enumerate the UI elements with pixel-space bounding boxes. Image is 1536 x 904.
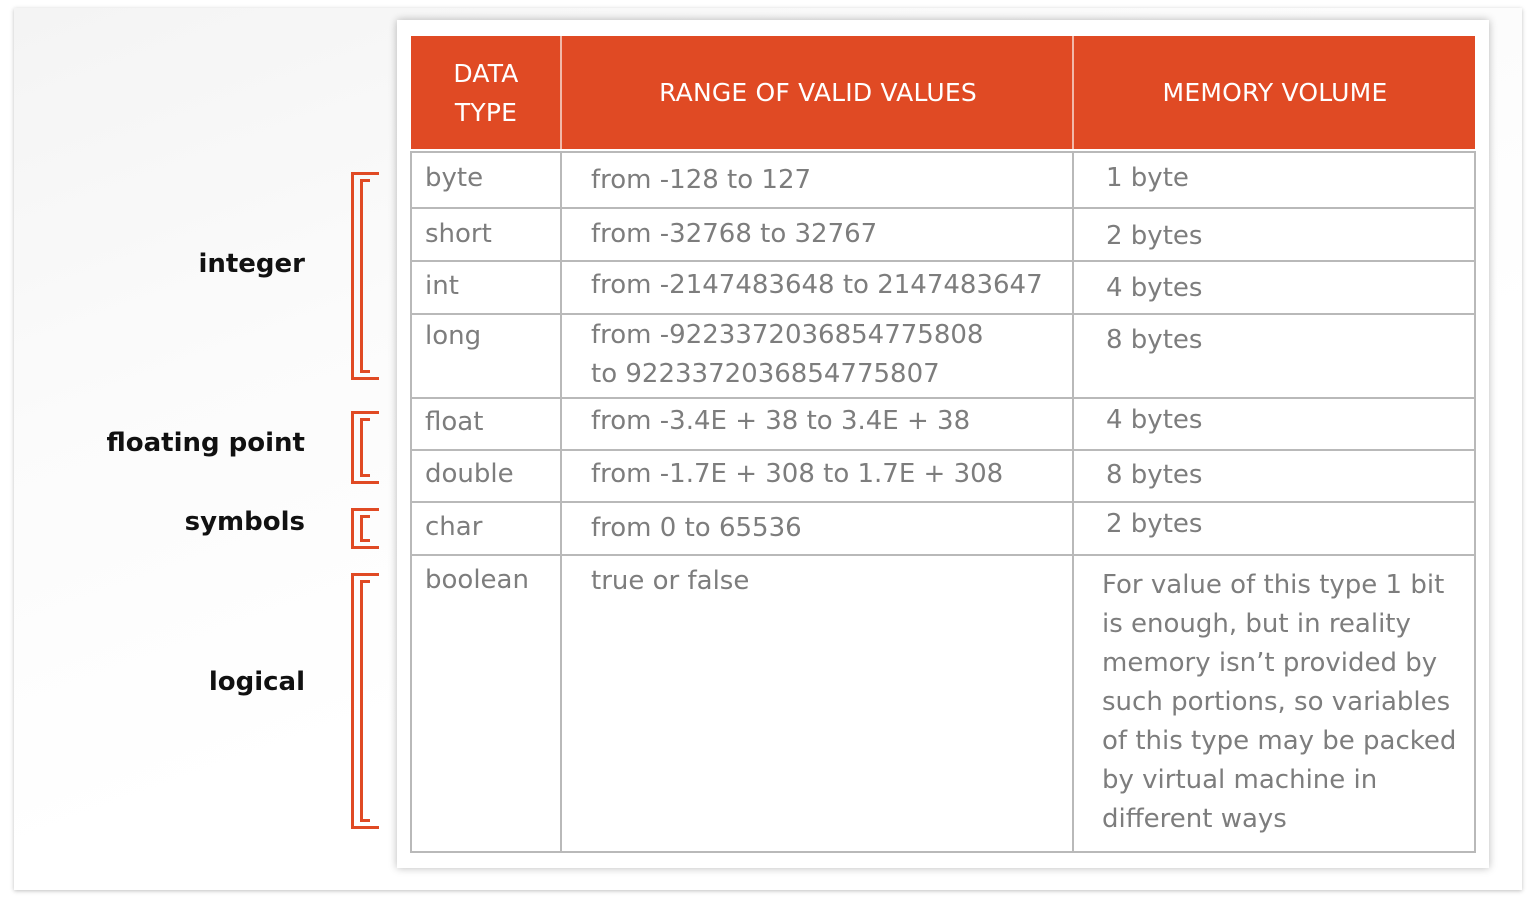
table-row-long-range-line1: from -9223372036854775808 — [591, 320, 984, 350]
grid-line — [410, 207, 1476, 209]
table-row-int-type: int — [425, 271, 459, 301]
table-row-boolean-type: boolean — [425, 565, 529, 595]
table-row-char-range: from 0 to 65536 — [591, 513, 802, 543]
grid-line — [410, 313, 1476, 315]
table-row-byte-range: from -128 to 127 — [591, 165, 812, 195]
grid-line — [410, 151, 1476, 153]
table-row-float-memory: 4 bytes — [1106, 405, 1203, 435]
table-row-char-memory: 2 bytes — [1106, 509, 1203, 539]
table-row-double-type: double — [425, 459, 514, 489]
bracket-floating-point — [351, 411, 375, 484]
grid-line — [410, 449, 1476, 451]
bracket-symbols — [351, 508, 375, 549]
category-integer: integer — [198, 249, 305, 279]
table-row-short-type: short — [425, 219, 492, 249]
table-row-long-range-line2: to 9223372036854775807 — [591, 359, 940, 389]
category-logical: logical — [208, 667, 305, 697]
header-divider — [1072, 36, 1074, 149]
header-data-type — [411, 36, 561, 149]
table-row-float-range: from -3.4E + 38 to 3.4E + 38 — [591, 406, 971, 436]
table-row-short-range: from -32768 to 32767 — [591, 219, 878, 249]
table-row-float-type: float — [425, 407, 484, 437]
grid-line — [410, 397, 1476, 399]
table-row-byte-memory: 1 byte — [1106, 163, 1189, 193]
grid-line — [410, 554, 1476, 556]
table-row-boolean-range: true or false — [591, 566, 750, 596]
table-row-char-type: char — [425, 512, 483, 542]
header-range-label: RANGE OF VALID VALUES — [659, 78, 977, 107]
bracket-integer — [351, 172, 375, 380]
grid-line — [410, 501, 1476, 503]
header-memory-label: MEMORY VOLUME — [1162, 78, 1388, 107]
table-row-double-memory: 8 bytes — [1106, 460, 1203, 490]
bracket-logical — [351, 573, 375, 829]
grid-line — [410, 260, 1476, 262]
table-row-double-range: from -1.7E + 308 to 1.7E + 308 — [591, 459, 1004, 489]
header-range — [563, 36, 1073, 149]
table-row-byte-type: byte — [425, 163, 484, 193]
table-row-short-memory: 2 bytes — [1106, 221, 1203, 251]
table-row-int-range: from -2147483648 to 2147483647 — [591, 270, 1043, 300]
header-memory — [1075, 36, 1475, 149]
category-symbols: symbols — [184, 507, 305, 537]
grid-line — [410, 851, 1476, 853]
table-row-long-memory: 8 bytes — [1106, 325, 1203, 355]
table-row-boolean-memory: For value of this type 1 bit is enough, but in reality memory isn’t provided by such portions, so variables of this type may be packed by virtual machine in different ways — [1102, 570, 1457, 834]
header-divider — [560, 36, 562, 149]
header-data-type-line1: DATA — [453, 58, 519, 88]
table-row-int-memory: 4 bytes — [1106, 273, 1203, 303]
category-floating-point: floating point — [106, 428, 305, 458]
header-data-type-line2: TYPE — [454, 97, 518, 127]
table-row-long-type: long — [425, 321, 482, 351]
